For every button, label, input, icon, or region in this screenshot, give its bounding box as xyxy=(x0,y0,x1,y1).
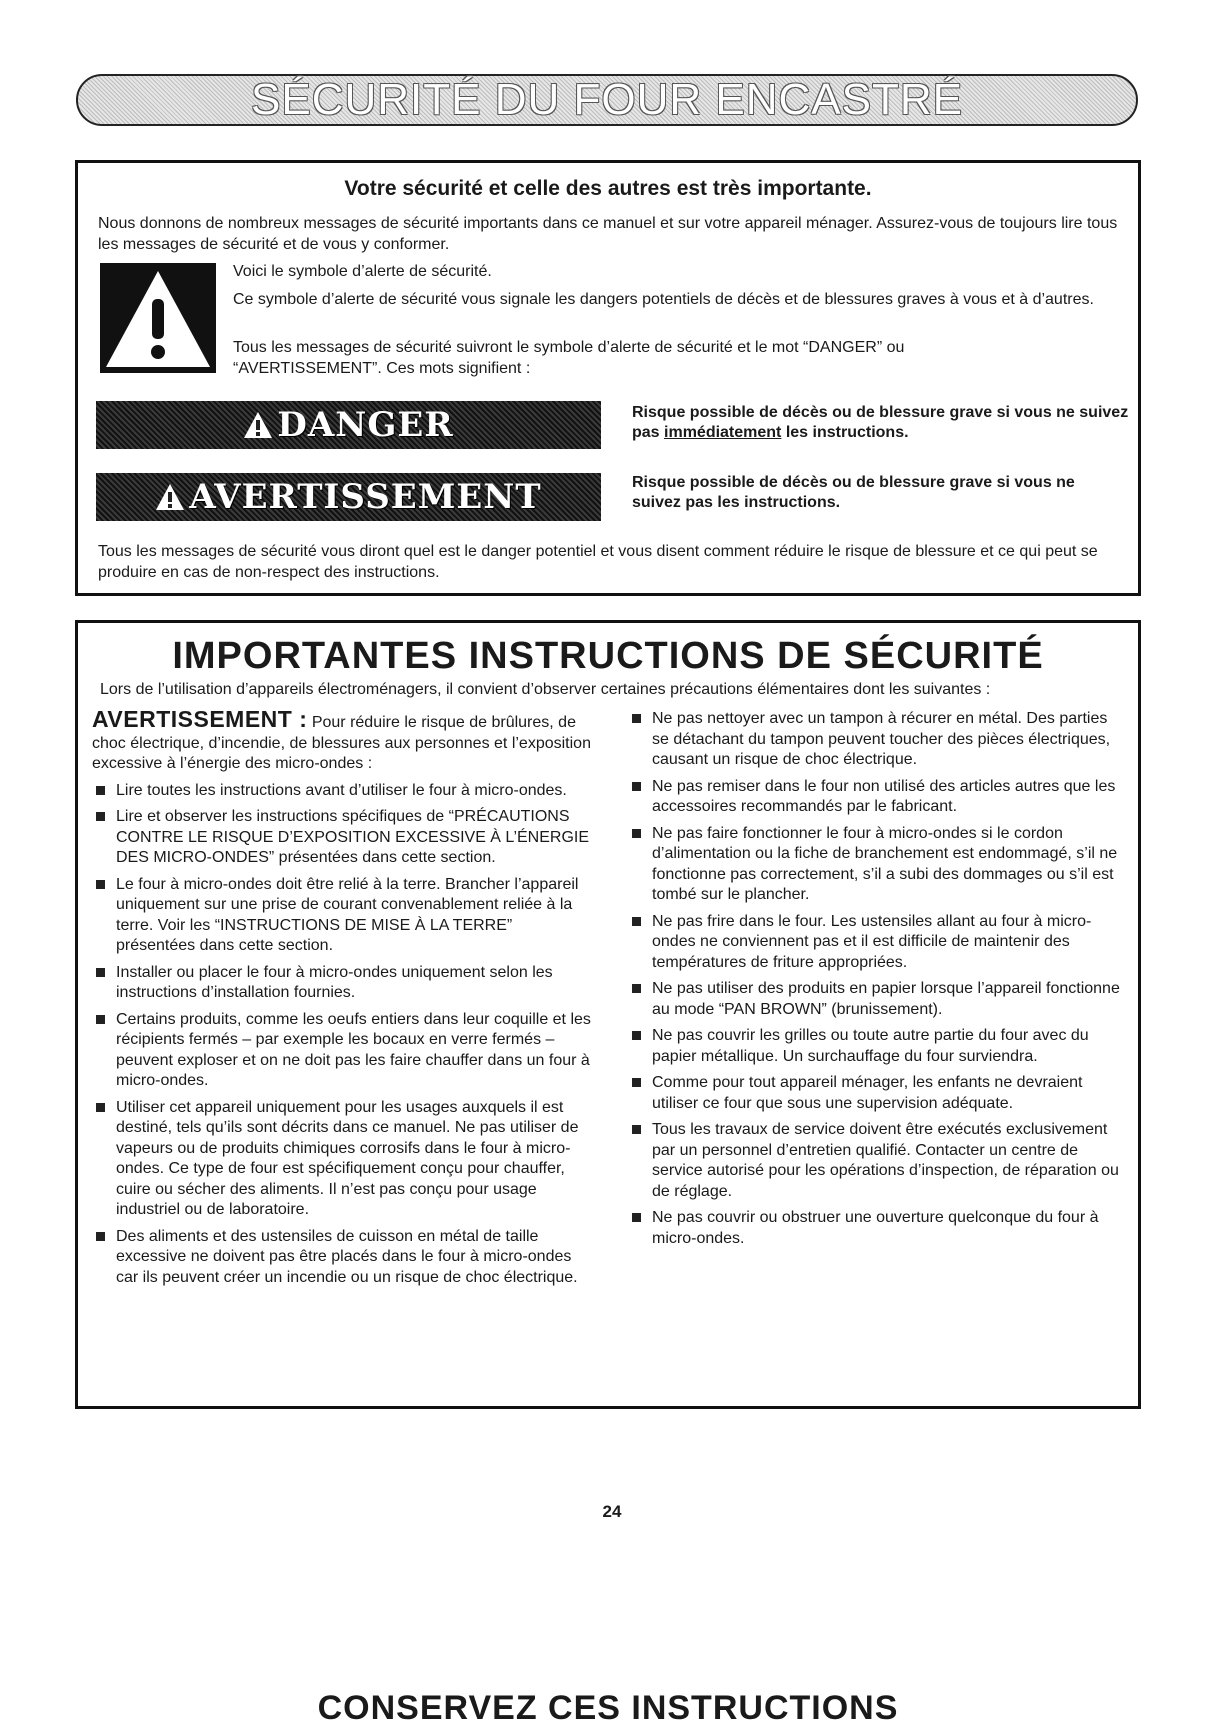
page-number: 24 xyxy=(602,1502,622,1521)
instructions-intro: Lors de l’utilisation d’appareils électroménagers, il convient d’observer certaines précautions élémentaires dont les suivantes : xyxy=(100,681,991,698)
list-item: Ne pas faire fonctionner le four à micro-ondes si le cordon d’alimentation ou la fiche de branchement est endommagé, s’il ne fonctionne pas correctement, s’il a subi des dommages ou s’il est tombé sur le plancher. xyxy=(628,824,1128,906)
warning-triangle-icon xyxy=(243,411,273,439)
list-item: Ne pas nettoyer avec un tampon à récurer en métal. Des parties se détachant du tampon peuvent toucher des pièces électriques, causant un risque de choc électrique. xyxy=(628,709,1128,771)
warning-triangle-icon xyxy=(155,483,185,511)
safety-heading: Votre sécurité et celle des autres est très importante. xyxy=(344,177,872,200)
warning-heading: AVERTISSEMENT : xyxy=(92,706,308,732)
danger-description: Risque possible de décès ou de blessure grave si vous ne suivez pas immédiatement les instructions. xyxy=(632,404,1129,441)
emphasis-immediately: immédiatement xyxy=(664,424,782,441)
safety-closing: Tous les messages de sécurité vous diront quel est le danger potentiel et vous disent comment réduire le risque de blessure et ce qui peut se produire en cas de non-respect des instructions. xyxy=(98,543,1098,581)
list-item: Certains produits, comme les oeufs entiers dans leur coquille et les récipients fermés – par exemple les bocaux en verre fermés – peuvent exploser et on ne doit pas les faire chauffer dans un four à micro-ondes. xyxy=(92,1010,592,1092)
warning-paragraph xyxy=(92,706,592,775)
list-item: Ne pas frire dans le four. Les ustensiles allant au four à micro-ondes ne conviennent pas et il est difficile de maintenir des températures de friture appropriées. xyxy=(628,912,1128,974)
symbol-followup: Tous les messages de sécurité suivront le symbole d’alerte de sécurité et le mot “DANGER” ou “AVERTISSEMENT”. Ces mots signifient : xyxy=(233,339,905,377)
warning-intro: Pour réduire le risque de brûlures, de choc électrique, d’incendie, de blessures aux personnes et l’exposition excessive à l’énergie des micro-ondes : xyxy=(92,714,591,772)
list-item: Ne pas couvrir ou obstruer une ouverture quelconque du four à micro-ondes. xyxy=(628,1208,1128,1249)
save-instructions-heading: CONSERVEZ CES INSTRUCTIONS xyxy=(317,1689,899,1727)
list-item: Le four à micro-ondes doit être relié à la terre. Brancher l’appareil uniquement sur une prise de courant convenablement reliée à la terre. Voir les “INSTRUCTIONS DE MISE À LA TERRE” présentées dans cette section. xyxy=(92,875,592,957)
safety-intro: Nous donnons de nombreux messages de sécurité importants dans ce manuel et sur votre appareil ménager. Assurez-vous de toujours lire tous les messages de sécurité et de vous y conformer. xyxy=(98,215,1118,253)
banner-title: SÉCURITÉ DU FOUR ENCASTRÉ xyxy=(251,75,963,124)
list-item: Lire toutes les instructions avant d’utiliser le four à micro-ondes. xyxy=(92,781,592,802)
symbol-description: Ce symbole d’alerte de sécurité vous signale les dangers potentiels de décès et de blessures graves à vous et à d’autres. xyxy=(233,291,1094,308)
warning-label: AVERTISSEMENT xyxy=(189,477,542,517)
list-item: Lire et observer les instructions spécifiques de “PRÉCAUTIONS CONTRE LE RISQUE D’EXPOSITION EXCESSIVE À L’ÉNERGIE DES MICRO-ONDES” présentées dans cette section. xyxy=(92,807,592,869)
list-item: Utiliser cet appareil uniquement pour les usages auxquels il est destiné, tels qu’ils sont décrits dans ce manuel. Ne pas utiliser de vapeurs ou de produits chimiques corrosifs dans le four à micro-ondes. Ce type de four est spécifiquement conçu pour chauffer, cuire ou sécher des aliments. Il n’est pas conçu pour usage industriel ou de laboratoire. xyxy=(92,1098,592,1221)
list-item: Ne pas utiliser des produits en papier lorsque l’appareil fonctionne au mode “PAN BROWN” (brunissement). xyxy=(628,979,1128,1020)
instructions-title: IMPORTANTES INSTRUCTIONS DE SÉCURITÉ xyxy=(172,635,1044,677)
list-item: Ne pas couvrir les grilles ou toute autre partie du four avec du papier métallique. Un surchauffage du four surviendra. xyxy=(628,1026,1128,1067)
danger-label-bar xyxy=(96,401,601,449)
list-item: Des aliments et des ustensiles de cuisson en métal de taille excessive ne doivent pas être placés dans le four à micro-ondes car ils peuvent créer un incendie ou un risque de choc électrique. xyxy=(92,1227,592,1289)
danger-label: DANGER xyxy=(277,405,454,445)
section-banner xyxy=(76,74,1138,126)
left-instruction-list xyxy=(92,781,592,1289)
list-item: Comme pour tout appareil ménager, les enfants ne devraient utiliser ce four que sous une supervision adéquate. xyxy=(628,1073,1128,1114)
safety-alert-icon xyxy=(100,263,216,373)
right-instruction-list xyxy=(628,709,1128,1249)
warning-description: Risque possible de décès ou de blessure grave si vous ne suivez pas les instructions. xyxy=(632,474,1075,511)
right-column xyxy=(628,709,1128,1255)
symbol-line: Voici le symbole d’alerte de sécurité. xyxy=(233,263,492,280)
list-item: Ne pas remiser dans le four non utilisé des articles autres que les accessoires recommandés par le fabricant. xyxy=(628,777,1128,818)
warning-label-bar xyxy=(96,473,601,521)
list-item: Tous les travaux de service doivent être exécutés exclusivement par un personnel d’entretien qualifié. Contacter un centre de service autorisé pour les opérations d’inspection, de réparation ou de réglage. xyxy=(628,1120,1128,1202)
list-item: Installer ou placer le four à micro-ondes uniquement selon les instructions d’installation fournies. xyxy=(92,963,592,1004)
safety-message-box xyxy=(75,160,1141,596)
left-column xyxy=(92,706,592,1294)
